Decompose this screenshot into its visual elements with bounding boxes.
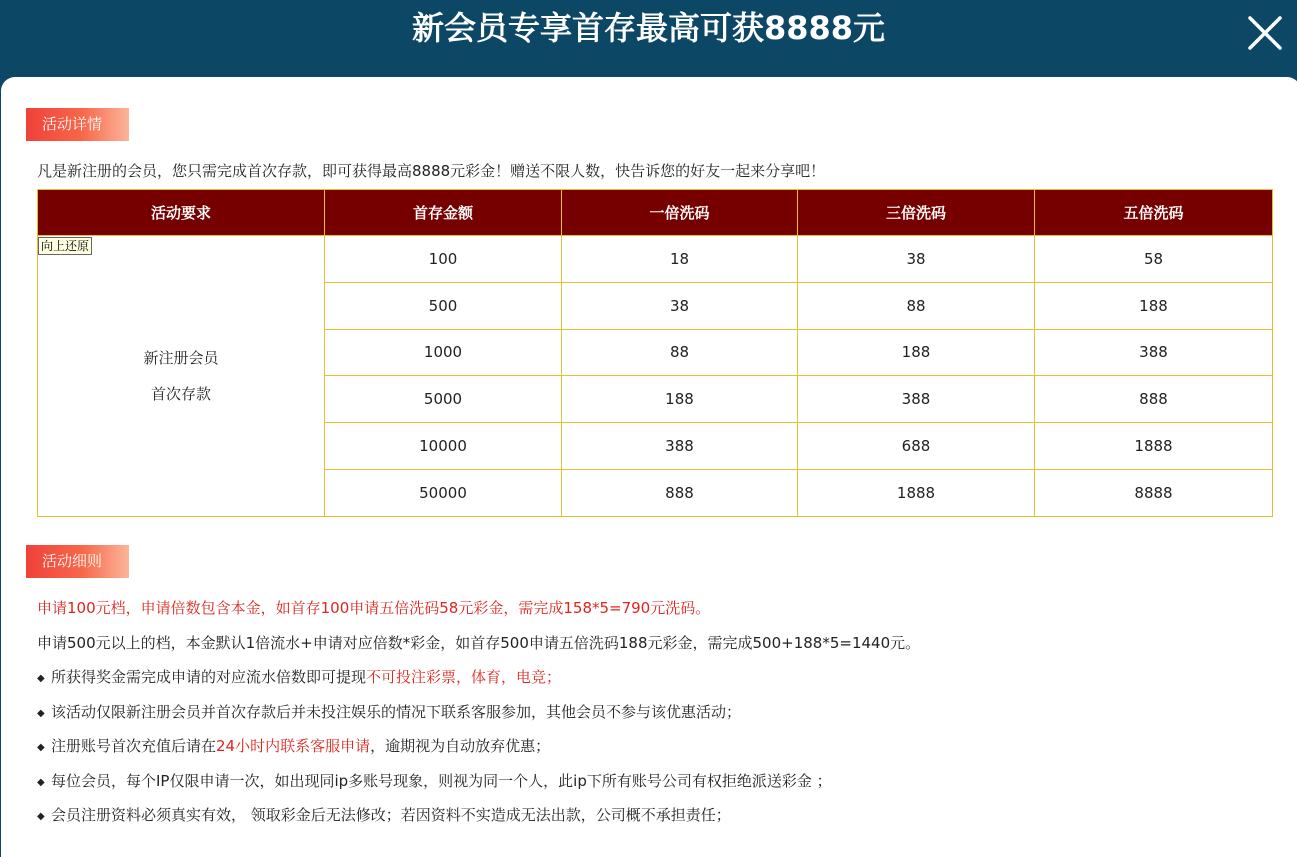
rule-bullet-3 [37, 733, 1277, 768]
cell-3x: 1888 [798, 469, 1035, 516]
header-requirement: 活动要求 [38, 190, 325, 236]
cell-3x: 388 [798, 376, 1035, 423]
header-1x: 一倍洗码 [562, 190, 798, 236]
cell-1x: 88 [562, 329, 798, 376]
modal-header [0, 0, 1297, 80]
table-row [38, 236, 1273, 283]
tooltip: 向上还原 [38, 237, 92, 255]
cell-5x: 388 [1035, 329, 1273, 376]
cell-deposit: 10000 [325, 423, 562, 470]
diamond-bullet-icon: ◆ [37, 776, 45, 788]
close-button[interactable] [1244, 12, 1286, 54]
table-header-row [38, 190, 1273, 236]
rule-bullet-5 [37, 802, 1277, 837]
cell-5x: 58 [1035, 236, 1273, 283]
cell-deposit: 500 [325, 282, 562, 329]
cell-1x: 38 [562, 282, 798, 329]
cell-3x: 38 [798, 236, 1035, 283]
rules-list [37, 595, 1277, 837]
modal-content [1, 77, 1297, 857]
rule-bullet-2 [37, 699, 1277, 734]
cell-1x: 188 [562, 376, 798, 423]
header-3x: 三倍洗码 [798, 190, 1035, 236]
header-5x: 五倍洗码 [1035, 190, 1273, 236]
rule-text: 该活动仅限新注册会员并首次存款后并未投注娱乐的情况下联系客服参加，其他会员不参与该优惠活动； [51, 702, 742, 721]
cell-1x: 388 [562, 423, 798, 470]
close-icon [1244, 12, 1286, 54]
rule-text: 所获得奖金需完成申请的对应流水倍数即可提现 [51, 668, 367, 686]
rule-line-2: 申请500元以上的档，本金默认1倍流水+申请对应倍数*彩金，如首存500申请五倍洗码188元彩金，需完成500+188*5=1440元。 [37, 633, 921, 652]
cell-deposit: 50000 [325, 469, 562, 516]
diamond-bullet-icon: ◆ [37, 811, 45, 822]
cell-5x: 8888 [1035, 469, 1273, 516]
requirement-line-1: 新注册会员 [143, 348, 219, 367]
rule-text: 注册账号首次充值后请在 [51, 737, 217, 755]
cell-3x: 688 [798, 423, 1035, 470]
diamond-bullet-icon: ◆ [37, 707, 45, 719]
modal-title: 新会员专享首存最高可获8888元 [411, 9, 886, 47]
requirement-cell [38, 236, 325, 517]
rule-highlight: 24小时内联系客服申请 [216, 737, 371, 755]
cell-5x: 1888 [1035, 423, 1273, 470]
cell-deposit: 100 [325, 236, 562, 283]
rule-bullet-1 [37, 664, 1277, 699]
rule-highlight: 不可投注彩票，体育，电竞 [366, 668, 547, 686]
cell-5x: 888 [1035, 376, 1273, 423]
cell-1x: 888 [562, 469, 798, 516]
cell-5x: 188 [1035, 282, 1273, 329]
cell-3x: 88 [798, 282, 1035, 329]
rule-tail: ，逾期视为自动放弃优惠； [370, 737, 551, 755]
cell-deposit: 1000 [325, 329, 562, 376]
bonus-table [37, 189, 1273, 517]
cell-deposit: 5000 [325, 376, 562, 423]
diamond-bullet-icon: ◆ [37, 742, 45, 753]
intro-text: 凡是新注册的会员，您只需完成首次存款，即可获得最高8888元彩金！赠送不限人数，快告诉您的好友一起来分享吧！ [37, 162, 826, 180]
cell-3x: 188 [798, 329, 1035, 376]
cell-1x: 18 [562, 236, 798, 283]
rule-tail: ； [546, 668, 562, 686]
diamond-bullet-icon: ◆ [37, 673, 45, 684]
section-tag-rules: 活动细则 [26, 545, 129, 578]
rule-bullet-4 [37, 768, 1277, 803]
rule-line-1: 申请100元档，申请倍数包含本金，如首存100申请五倍洗码58元彩金，需完成158*5=790元洗码。 [37, 599, 711, 617]
header-deposit: 首存金额 [325, 190, 562, 236]
requirement-line-2: 首次存款 [150, 384, 211, 403]
rule-text: 每位会员，每个IP仅限申请一次，如出现同ip多账号现象，则视为同一个人，此ip下所有账号公司有权拒绝派送彩金 ； [51, 771, 832, 790]
section-tag-detail: 活动详情 [26, 108, 129, 141]
rule-text: 会员注册资料必须真实有效， 领取彩金后无法修改；若因资料不实造成无法出款，公司概不承担责任； [51, 806, 731, 824]
